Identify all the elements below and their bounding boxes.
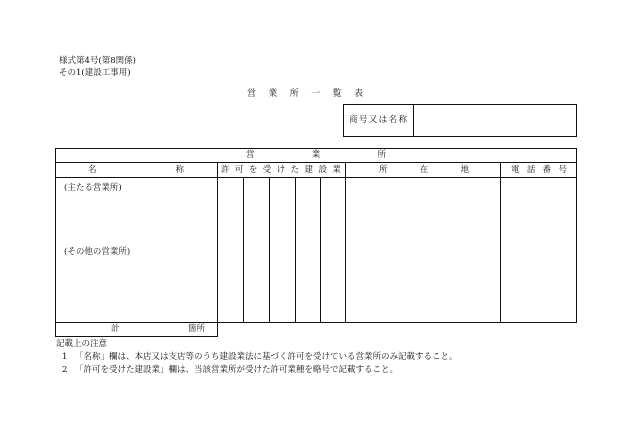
note-text: 「名称」欄は、本店又は支店等のうち建設業法に基づく許可を受けている営業所のみ記載すること。 xyxy=(75,352,458,362)
license-header-char: 受 xyxy=(262,165,272,175)
trade-name-box xyxy=(343,104,577,137)
notes-heading: 記載上の注意 xyxy=(56,339,108,349)
trade-name-label xyxy=(349,115,407,126)
trade-name-label-char: 名 xyxy=(388,115,398,125)
title-char: 一 xyxy=(311,89,321,99)
title-char: 表 xyxy=(353,89,363,99)
group-header-char: 業 xyxy=(311,150,321,160)
column-header-location xyxy=(379,165,469,176)
license-header-char: を xyxy=(248,165,258,175)
license-header-char: 業 xyxy=(332,165,341,175)
column-header-license xyxy=(221,165,341,176)
name-header-char: 称 xyxy=(175,165,184,175)
location-header-char: 所 xyxy=(379,165,388,175)
location-header-char: 在 xyxy=(419,165,429,175)
total-label: 計 xyxy=(111,324,120,334)
note-number: 1 xyxy=(62,352,68,362)
form-number: 様式第4号(第8関係) xyxy=(59,56,136,66)
total-box xyxy=(55,322,218,337)
phone-header-char: 番 xyxy=(542,165,552,175)
office-group-header xyxy=(246,150,386,161)
note-number: 2 xyxy=(62,365,68,375)
trade-name-label-char: 号 xyxy=(358,115,368,125)
office-table xyxy=(55,148,577,323)
column-header-name xyxy=(88,165,184,176)
license-header-char: 設 xyxy=(318,165,327,175)
row-label-other-offices: (その他の営業所) xyxy=(64,247,131,257)
document-title xyxy=(247,86,363,99)
phone-header-char: 電 xyxy=(511,165,520,175)
title-char: 所 xyxy=(289,89,299,99)
location-header-char: 地 xyxy=(460,165,469,175)
license-header-char: け xyxy=(276,165,286,175)
license-header-char: 建 xyxy=(304,165,314,175)
group-header-char: 所 xyxy=(377,150,386,160)
license-header-char: 許 xyxy=(221,165,230,175)
trade-name-label-char: 商 xyxy=(349,115,358,125)
license-header-char: た xyxy=(290,165,300,175)
title-char: 業 xyxy=(268,89,278,99)
group-header-char: 営 xyxy=(246,150,255,160)
phone-header-char: 話 xyxy=(526,165,536,175)
note-text: 「許可を受けた建設業」欄は、当該営業所が受けた許可業種を略号で記載すること。 xyxy=(75,365,399,375)
form-subtitle: その1(建設工事用) xyxy=(59,68,131,78)
trade-name-label-char: 又 xyxy=(368,115,378,125)
column-header-phone xyxy=(511,165,567,176)
title-char: 営 xyxy=(247,89,257,99)
row-label-main-office: (主たる営業所) xyxy=(64,183,122,193)
trade-name-label-char: 称 xyxy=(398,115,407,125)
trade-name-label-char: は xyxy=(378,115,388,125)
phone-header-char: 号 xyxy=(558,165,567,175)
title-char: 覧 xyxy=(332,89,342,99)
total-unit: 箇所 xyxy=(188,324,206,334)
license-header-char: 可 xyxy=(234,165,244,175)
name-header-char: 名 xyxy=(88,165,97,175)
